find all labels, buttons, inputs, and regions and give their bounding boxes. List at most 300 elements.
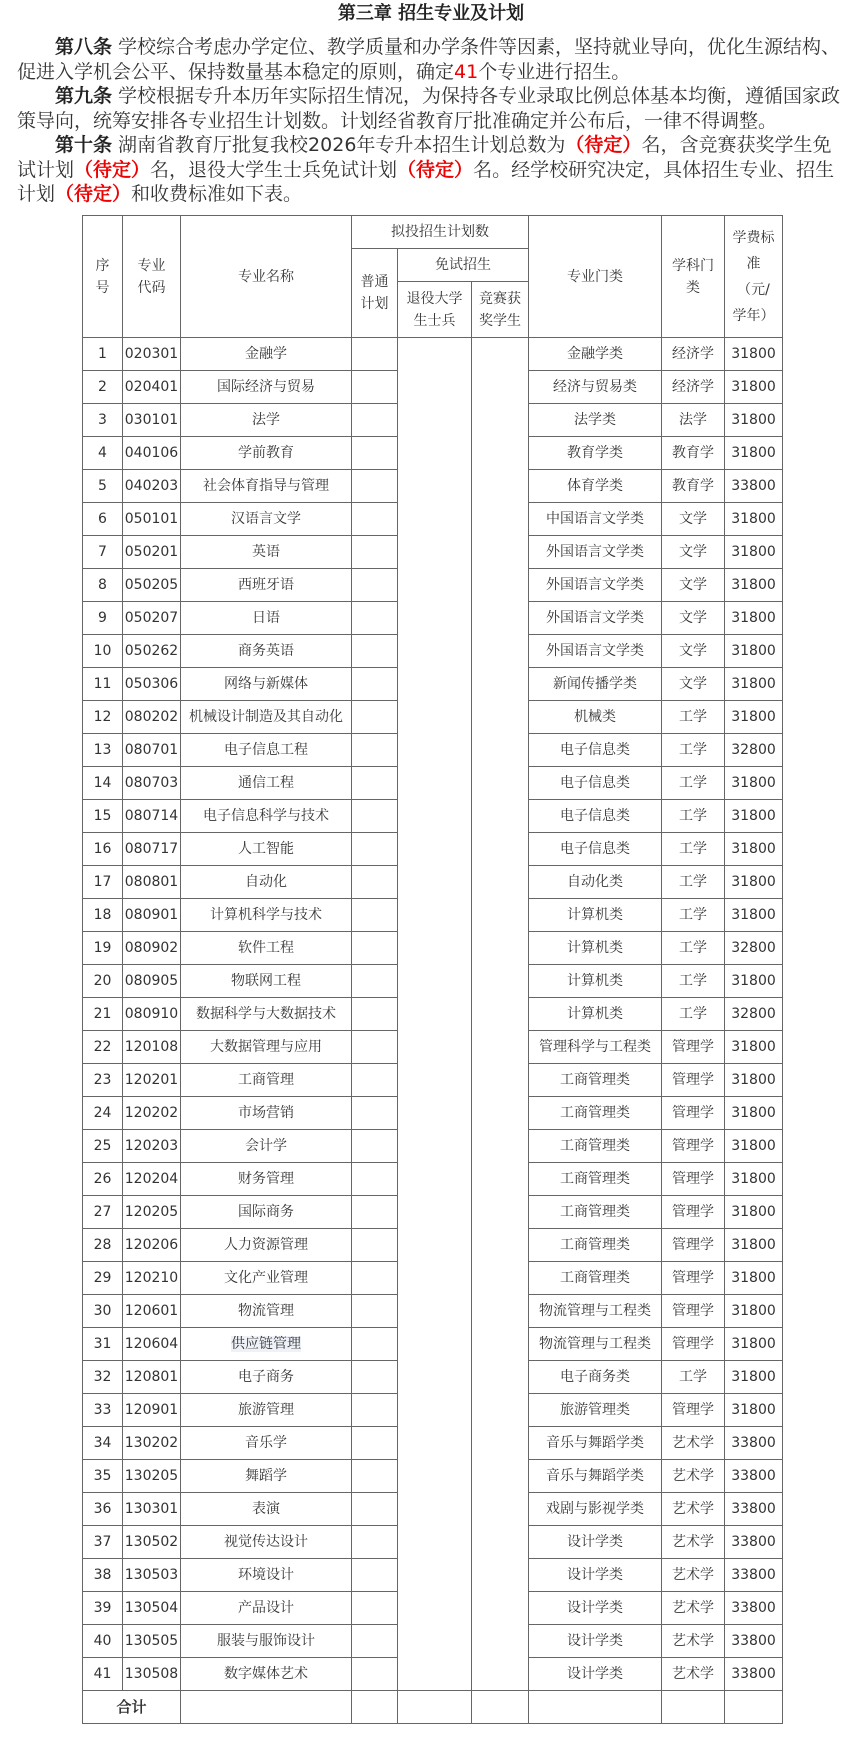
cell-code: 120204 (123, 1163, 181, 1196)
cell-discipline: 管理学 (662, 1295, 725, 1328)
cell-discipline: 工学 (662, 1361, 725, 1394)
cell-discipline: 管理学 (662, 1064, 725, 1097)
cell-seq: 41 (83, 1658, 123, 1691)
cell-name: 人力资源管理 (181, 1229, 352, 1262)
cell-name: 数字媒体艺术 (181, 1658, 352, 1691)
pending-contest: （待定） (74, 158, 151, 181)
cell-discipline: 工学 (662, 899, 725, 932)
cell-seq: 26 (83, 1163, 123, 1196)
cell-discipline: 教育学 (662, 470, 725, 503)
cell-name: 软件工程 (181, 932, 352, 965)
total-cell (725, 1691, 783, 1724)
cell-code: 080202 (123, 701, 181, 734)
cell-fee: 33800 (725, 470, 783, 503)
cell-fee: 33800 (725, 1592, 783, 1625)
cell-seq: 9 (83, 602, 123, 635)
cell-regular-plan (352, 1460, 398, 1493)
cell-fee: 31800 (725, 668, 783, 701)
cell-regular-plan (352, 1262, 398, 1295)
article-10 (17, 133, 847, 207)
cell-seq: 10 (83, 635, 123, 668)
cell-seq: 6 (83, 503, 123, 536)
cell-regular-plan (352, 833, 398, 866)
cell-category: 新闻传播学类 (529, 668, 662, 701)
cell-discipline: 文学 (662, 503, 725, 536)
cell-fee: 31800 (725, 866, 783, 899)
chapter-title: 第三章 招生专业及计划 (337, 3, 525, 24)
article-10-label: 第十条 (55, 134, 113, 156)
cell-seq: 27 (83, 1196, 123, 1229)
cell-category: 机械类 (529, 701, 662, 734)
article-8 (17, 35, 847, 84)
cell-seq: 25 (83, 1130, 123, 1163)
cell-category: 旅游管理类 (529, 1394, 662, 1427)
cell-fee: 32800 (725, 734, 783, 767)
cell-discipline: 工学 (662, 701, 725, 734)
cell-code: 050201 (123, 536, 181, 569)
cell-code: 080910 (123, 998, 181, 1031)
cell-category: 音乐与舞蹈学类 (529, 1460, 662, 1493)
cell-code: 080902 (123, 932, 181, 965)
cell-regular-plan (352, 998, 398, 1031)
cell-regular-plan (352, 701, 398, 734)
cell-seq: 13 (83, 734, 123, 767)
cell-regular-plan (352, 866, 398, 899)
cell-name: 服装与服饰设计 (181, 1625, 352, 1658)
cell-seq: 32 (83, 1361, 123, 1394)
article-9 (17, 84, 847, 133)
cell-code: 030101 (123, 404, 181, 437)
cell-code: 130301 (123, 1493, 181, 1526)
cell-fee: 31800 (725, 1262, 783, 1295)
article-10-text-3: 名，退役大学生士兵免试计划 (150, 158, 398, 181)
cell-fee: 31800 (725, 1328, 783, 1361)
cell-veteran-plan-merged (398, 338, 472, 1691)
cell-code: 080905 (123, 965, 181, 998)
cell-discipline: 管理学 (662, 1163, 725, 1196)
cell-regular-plan (352, 1592, 398, 1625)
cell-fee: 31800 (725, 503, 783, 536)
cell-seq: 3 (83, 404, 123, 437)
cell-category: 计算机类 (529, 998, 662, 1031)
cell-regular-plan (352, 1064, 398, 1097)
cell-category: 工商管理类 (529, 1229, 662, 1262)
cell-discipline: 工学 (662, 800, 725, 833)
cell-regular-plan (352, 1031, 398, 1064)
cell-name: 财务管理 (181, 1163, 352, 1196)
cell-discipline: 艺术学 (662, 1625, 725, 1658)
cell-fee: 33800 (725, 1625, 783, 1658)
cell-name: 电子信息科学与技术 (181, 800, 352, 833)
cell-seq: 29 (83, 1262, 123, 1295)
cell-fee: 31800 (725, 1229, 783, 1262)
cell-fee: 32800 (725, 932, 783, 965)
cell-discipline: 艺术学 (662, 1460, 725, 1493)
header-category: 专业门类 (529, 216, 662, 338)
cell-discipline: 管理学 (662, 1394, 725, 1427)
highlighted-text: 供应链管理 (231, 1336, 301, 1352)
cell-regular-plan (352, 1361, 398, 1394)
cell-discipline: 艺术学 (662, 1559, 725, 1592)
cell-name (181, 1328, 352, 1361)
cell-regular-plan (352, 470, 398, 503)
header-regular: 普通计划 (352, 249, 398, 338)
cell-seq: 23 (83, 1064, 123, 1097)
cell-seq: 37 (83, 1526, 123, 1559)
cell-name: 表演 (181, 1493, 352, 1526)
article-8-label: 第八条 (55, 36, 113, 58)
cell-seq: 8 (83, 569, 123, 602)
cell-regular-plan (352, 800, 398, 833)
cell-regular-plan (352, 1229, 398, 1262)
cell-fee: 31800 (725, 800, 783, 833)
cell-code: 020301 (123, 338, 181, 371)
cell-regular-plan (352, 1196, 398, 1229)
header-fee: 学费标准（元/学年） (725, 216, 783, 338)
cell-name: 旅游管理 (181, 1394, 352, 1427)
article-9-label: 第九条 (55, 85, 113, 107)
cell-fee: 33800 (725, 1559, 783, 1592)
cell-seq: 33 (83, 1394, 123, 1427)
cell-regular-plan (352, 1394, 398, 1427)
cell-fee: 31800 (725, 437, 783, 470)
cell-fee: 31800 (725, 602, 783, 635)
cell-seq: 1 (83, 338, 123, 371)
cell-code: 080701 (123, 734, 181, 767)
cell-regular-plan (352, 668, 398, 701)
cell-category: 自动化类 (529, 866, 662, 899)
cell-name: 日语 (181, 602, 352, 635)
cell-seq: 24 (83, 1097, 123, 1130)
cell-regular-plan (352, 734, 398, 767)
cell-category: 法学类 (529, 404, 662, 437)
cell-fee: 31800 (725, 1163, 783, 1196)
cell-name: 社会体育指导与管理 (181, 470, 352, 503)
cell-seq: 40 (83, 1625, 123, 1658)
cell-category: 工商管理类 (529, 1163, 662, 1196)
cell-contest-plan-merged (472, 338, 529, 1691)
article-8-text-end: 个专业进行招生。 (478, 60, 631, 83)
cell-code: 120202 (123, 1097, 181, 1130)
cell-category: 设计学类 (529, 1625, 662, 1658)
cell-seq: 38 (83, 1559, 123, 1592)
cell-seq: 19 (83, 932, 123, 965)
cell-code: 080901 (123, 899, 181, 932)
cell-name: 音乐学 (181, 1427, 352, 1460)
cell-regular-plan (352, 1295, 398, 1328)
cell-discipline: 艺术学 (662, 1526, 725, 1559)
cell-regular-plan (352, 503, 398, 536)
cell-code: 050207 (123, 602, 181, 635)
cell-fee: 33800 (725, 1493, 783, 1526)
cell-code: 050306 (123, 668, 181, 701)
cell-regular-plan (352, 1328, 398, 1361)
cell-fee: 31800 (725, 701, 783, 734)
cell-seq: 36 (83, 1493, 123, 1526)
header-contest: 竞赛获奖学生 (472, 282, 529, 338)
cell-fee: 31800 (725, 1130, 783, 1163)
total-cell (529, 1691, 662, 1724)
cell-category: 金融学类 (529, 338, 662, 371)
cell-category: 教育学类 (529, 437, 662, 470)
total-cell (472, 1691, 529, 1724)
cell-name: 会计学 (181, 1130, 352, 1163)
cell-category: 工商管理类 (529, 1130, 662, 1163)
cell-regular-plan (352, 965, 398, 998)
total-cell (662, 1691, 725, 1724)
cell-code: 050205 (123, 569, 181, 602)
cell-seq: 5 (83, 470, 123, 503)
cell-discipline: 管理学 (662, 1328, 725, 1361)
cell-category: 中国语言文学类 (529, 503, 662, 536)
cell-regular-plan (352, 1625, 398, 1658)
cell-name: 汉语言文学 (181, 503, 352, 536)
cell-discipline: 经济学 (662, 338, 725, 371)
cell-discipline: 法学 (662, 404, 725, 437)
article-10-text-5: 和收费标准如下表。 (131, 183, 303, 205)
cell-fee: 31800 (725, 338, 783, 371)
cell-code: 120604 (123, 1328, 181, 1361)
cell-seq: 31 (83, 1328, 123, 1361)
cell-code: 130505 (123, 1625, 181, 1658)
cell-code: 040203 (123, 470, 181, 503)
cell-fee: 31800 (725, 767, 783, 800)
cell-discipline: 文学 (662, 602, 725, 635)
cell-category: 设计学类 (529, 1526, 662, 1559)
cell-category: 设计学类 (529, 1658, 662, 1691)
cell-seq: 30 (83, 1295, 123, 1328)
cell-code: 080801 (123, 866, 181, 899)
cell-code: 120901 (123, 1394, 181, 1427)
pending-total: （待定） (565, 134, 642, 156)
cell-seq: 34 (83, 1427, 123, 1460)
cell-fee: 31800 (725, 899, 783, 932)
cell-code: 080717 (123, 833, 181, 866)
cell-seq: 17 (83, 866, 123, 899)
cell-code: 120108 (123, 1031, 181, 1064)
cell-category: 计算机类 (529, 932, 662, 965)
cell-name: 学前教育 (181, 437, 352, 470)
cell-name: 自动化 (181, 866, 352, 899)
cell-category: 计算机类 (529, 965, 662, 998)
table-row (83, 338, 783, 371)
cell-category: 电子商务类 (529, 1361, 662, 1394)
cell-fee: 33800 (725, 1526, 783, 1559)
cell-discipline: 工学 (662, 767, 725, 800)
cell-fee: 31800 (725, 1031, 783, 1064)
cell-code: 080714 (123, 800, 181, 833)
cell-category: 经济与贸易类 (529, 371, 662, 404)
cell-category: 音乐与舞蹈学类 (529, 1427, 662, 1460)
cell-discipline: 文学 (662, 569, 725, 602)
cell-discipline: 工学 (662, 932, 725, 965)
cell-fee: 31800 (725, 371, 783, 404)
cell-seq: 20 (83, 965, 123, 998)
cell-name: 产品设计 (181, 1592, 352, 1625)
cell-name: 大数据管理与应用 (181, 1031, 352, 1064)
article-8-text: 学校综合考虑办学定位、教学质量和办学条件等因素，坚持就业导向，优化生源结构、促进入学机会公平、保持数量基本稳定的原则，确定 (17, 36, 841, 83)
cell-code: 050101 (123, 503, 181, 536)
cell-name: 物流管理 (181, 1295, 352, 1328)
cell-discipline: 工学 (662, 734, 725, 767)
cell-fee: 32800 (725, 998, 783, 1031)
cell-seq: 18 (83, 899, 123, 932)
cell-category: 工商管理类 (529, 1064, 662, 1097)
cell-regular-plan (352, 1493, 398, 1526)
cell-name: 通信工程 (181, 767, 352, 800)
cell-discipline: 管理学 (662, 1031, 725, 1064)
enrollment-plan-table (82, 215, 783, 1724)
header-exempt-group: 免试招生 (398, 249, 529, 282)
cell-regular-plan (352, 602, 398, 635)
total-cell (181, 1691, 352, 1724)
cell-regular-plan (352, 1163, 398, 1196)
cell-category: 外国语言文学类 (529, 536, 662, 569)
cell-category: 物流管理与工程类 (529, 1328, 662, 1361)
cell-category: 管理科学与工程类 (529, 1031, 662, 1064)
cell-category: 工商管理类 (529, 1196, 662, 1229)
header-seq: 序号 (83, 216, 123, 338)
cell-code: 120201 (123, 1064, 181, 1097)
cell-name: 英语 (181, 536, 352, 569)
cell-seq: 21 (83, 998, 123, 1031)
cell-fee: 31800 (725, 536, 783, 569)
cell-discipline: 艺术学 (662, 1493, 725, 1526)
cell-category: 外国语言文学类 (529, 569, 662, 602)
cell-discipline: 工学 (662, 866, 725, 899)
cell-discipline: 工学 (662, 998, 725, 1031)
cell-category: 外国语言文学类 (529, 635, 662, 668)
cell-discipline: 艺术学 (662, 1658, 725, 1691)
cell-name: 舞蹈学 (181, 1460, 352, 1493)
cell-fee: 31800 (725, 1394, 783, 1427)
cell-regular-plan (352, 1526, 398, 1559)
cell-category: 工商管理类 (529, 1097, 662, 1130)
cell-category: 设计学类 (529, 1559, 662, 1592)
cell-discipline: 管理学 (662, 1262, 725, 1295)
cell-seq: 12 (83, 701, 123, 734)
cell-category: 电子信息类 (529, 734, 662, 767)
cell-code: 120801 (123, 1361, 181, 1394)
cell-name: 网络与新媒体 (181, 668, 352, 701)
cell-regular-plan (352, 1658, 398, 1691)
cell-code: 130202 (123, 1427, 181, 1460)
cell-regular-plan (352, 1097, 398, 1130)
cell-category: 电子信息类 (529, 833, 662, 866)
cell-name: 文化产业管理 (181, 1262, 352, 1295)
cell-category: 外国语言文学类 (529, 602, 662, 635)
cell-discipline: 文学 (662, 536, 725, 569)
article-9-text: 学校根据专升本历年实际招生情况，为保持各专业录取比例总体基本均衡，遵循国家政策导向，统筹安排各专业招生计划数。计划经省教育厅批准确定并公布后，一律不得调整。 (17, 85, 841, 132)
cell-code: 130504 (123, 1592, 181, 1625)
cell-code: 120210 (123, 1262, 181, 1295)
cell-discipline: 文学 (662, 668, 725, 701)
cell-category: 电子信息类 (529, 800, 662, 833)
cell-fee: 33800 (725, 1658, 783, 1691)
total-label: 合计 (83, 1691, 181, 1724)
total-cell (398, 1691, 472, 1724)
cell-seq: 14 (83, 767, 123, 800)
cell-regular-plan (352, 536, 398, 569)
cell-regular-plan (352, 338, 398, 371)
cell-code: 120203 (123, 1130, 181, 1163)
cell-seq: 7 (83, 536, 123, 569)
cell-discipline: 工学 (662, 965, 725, 998)
header-code: 专业代码 (123, 216, 181, 338)
cell-seq: 22 (83, 1031, 123, 1064)
cell-regular-plan (352, 1427, 398, 1460)
header-veteran: 退役大学生士兵 (398, 282, 472, 338)
cell-name: 法学 (181, 404, 352, 437)
cell-discipline: 艺术学 (662, 1592, 725, 1625)
cell-fee: 31800 (725, 965, 783, 998)
cell-category: 戏剧与影视学类 (529, 1493, 662, 1526)
cell-category: 设计学类 (529, 1592, 662, 1625)
pending-veteran: （待定） (397, 158, 474, 181)
cell-category: 电子信息类 (529, 767, 662, 800)
cell-fee: 31800 (725, 569, 783, 602)
cell-fee: 31800 (725, 833, 783, 866)
cell-code: 050262 (123, 635, 181, 668)
cell-regular-plan (352, 437, 398, 470)
cell-seq: 15 (83, 800, 123, 833)
cell-category: 物流管理与工程类 (529, 1295, 662, 1328)
header-discipline: 学科门类 (662, 216, 725, 338)
cell-discipline: 管理学 (662, 1097, 725, 1130)
cell-fee: 31800 (725, 1064, 783, 1097)
cell-seq: 28 (83, 1229, 123, 1262)
article-10-text-2: 名，含竞赛获奖学生免试计划 (17, 134, 832, 181)
cell-fee: 31800 (725, 404, 783, 437)
cell-seq: 35 (83, 1460, 123, 1493)
total-row (83, 1691, 783, 1724)
table-body (83, 338, 783, 1724)
cell-name: 国际商务 (181, 1196, 352, 1229)
cell-name: 国际经济与贸易 (181, 371, 352, 404)
article-text (17, 35, 847, 207)
cell-name: 商务英语 (181, 635, 352, 668)
total-cell (352, 1691, 398, 1724)
cell-name: 电子信息工程 (181, 734, 352, 767)
cell-seq: 4 (83, 437, 123, 470)
cell-name: 机械设计制造及其自动化 (181, 701, 352, 734)
cell-name: 视觉传达设计 (181, 1526, 352, 1559)
cell-discipline: 艺术学 (662, 1427, 725, 1460)
cell-fee: 31800 (725, 1097, 783, 1130)
pending-plan: （待定） (55, 183, 132, 205)
article-10-text: 湖南省教育厅批复我校2026年专升本招生计划总数为 (112, 134, 566, 156)
cell-regular-plan (352, 635, 398, 668)
cell-fee: 31800 (725, 1361, 783, 1394)
cell-category: 计算机类 (529, 899, 662, 932)
cell-regular-plan (352, 1130, 398, 1163)
cell-regular-plan (352, 899, 398, 932)
cell-code: 120206 (123, 1229, 181, 1262)
cell-seq: 11 (83, 668, 123, 701)
cell-regular-plan (352, 1559, 398, 1592)
cell-name: 电子商务 (181, 1361, 352, 1394)
cell-fee: 33800 (725, 1460, 783, 1493)
cell-fee: 31800 (725, 1196, 783, 1229)
cell-regular-plan (352, 932, 398, 965)
header-plan-group: 拟投招生计划数 (352, 216, 529, 249)
cell-regular-plan (352, 569, 398, 602)
cell-discipline: 管理学 (662, 1229, 725, 1262)
cell-name: 市场营销 (181, 1097, 352, 1130)
cell-name: 工商管理 (181, 1064, 352, 1097)
cell-fee: 31800 (725, 635, 783, 668)
cell-code: 020401 (123, 371, 181, 404)
